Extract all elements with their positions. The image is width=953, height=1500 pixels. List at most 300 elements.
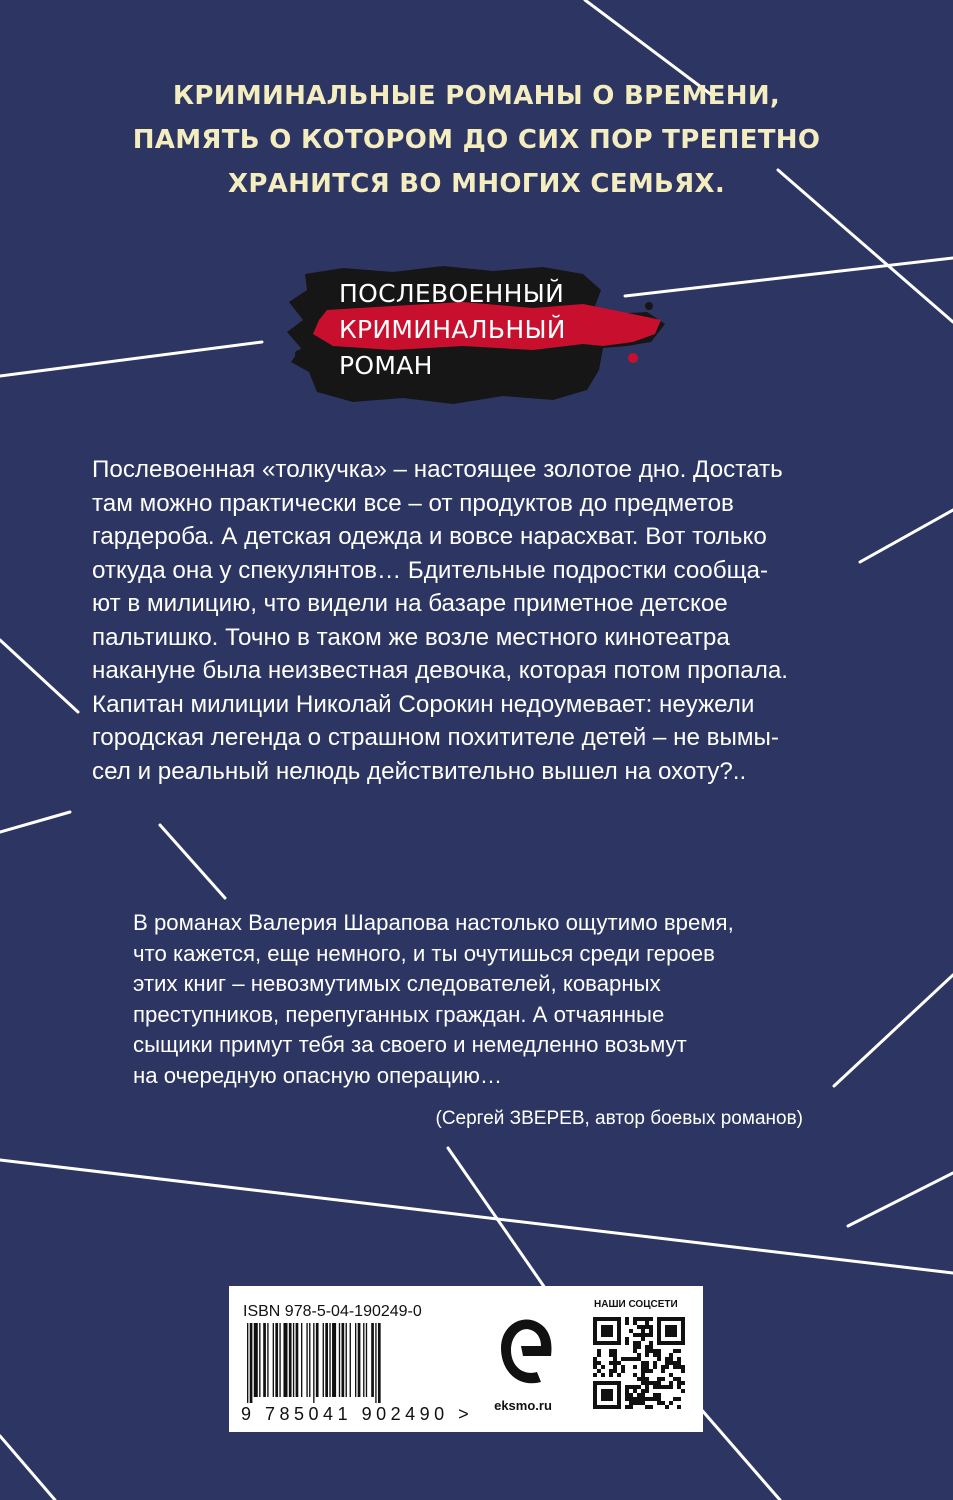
qr-module	[669, 1353, 673, 1357]
qr-module	[617, 1385, 621, 1389]
qr-module	[641, 1317, 645, 1321]
qr-module	[665, 1329, 669, 1333]
qr-module	[593, 1401, 597, 1405]
qr-module	[653, 1385, 657, 1389]
qr-module	[633, 1349, 637, 1353]
qr-module	[605, 1393, 609, 1397]
barcode-bar	[247, 1323, 248, 1403]
qr-module	[645, 1349, 649, 1353]
qr-module	[681, 1369, 685, 1373]
qr-module	[593, 1385, 597, 1389]
qr-module	[633, 1345, 637, 1349]
qr-module	[617, 1333, 621, 1337]
qr-module	[617, 1405, 621, 1409]
qr-module	[645, 1369, 649, 1373]
barcode-bar	[263, 1323, 266, 1397]
qr-module	[673, 1397, 677, 1401]
qr-module	[681, 1317, 685, 1321]
qr-module	[641, 1373, 645, 1377]
barcode-bar	[346, 1323, 347, 1397]
qr-module	[633, 1357, 637, 1361]
qr-module	[657, 1357, 661, 1361]
barcode-bar	[316, 1323, 319, 1397]
qr-module	[613, 1365, 617, 1369]
qr-module	[669, 1401, 673, 1405]
qr-module	[593, 1393, 597, 1397]
qr-module	[653, 1361, 657, 1365]
barcode-bar	[358, 1323, 361, 1397]
qr-code-icon[interactable]	[593, 1317, 685, 1409]
qr-module	[593, 1337, 597, 1341]
barcode-bar	[325, 1323, 328, 1397]
qr-module	[597, 1405, 601, 1409]
qr-module	[633, 1397, 637, 1401]
qr-module	[593, 1397, 597, 1401]
qr-module	[649, 1317, 653, 1321]
qr-module	[677, 1365, 681, 1369]
qr-module	[657, 1353, 661, 1357]
qr-module	[641, 1325, 645, 1329]
barcode-bar	[306, 1323, 307, 1397]
barcode-bar	[283, 1323, 287, 1397]
barcode-bar	[342, 1323, 345, 1397]
qr-module	[593, 1325, 597, 1329]
qr-module	[605, 1341, 609, 1345]
qr-module	[613, 1381, 617, 1385]
barcode-bar	[375, 1323, 376, 1403]
qr-module	[657, 1381, 661, 1385]
qr-module	[645, 1377, 649, 1381]
qr-module	[625, 1337, 629, 1341]
barcode-bar	[267, 1323, 268, 1397]
series-badge	[283, 262, 665, 410]
qr-module	[605, 1397, 609, 1401]
qr-module	[613, 1361, 617, 1365]
qr-module	[613, 1369, 617, 1373]
qr-module	[649, 1341, 653, 1345]
barcode-bar	[329, 1323, 330, 1397]
barcode-bar	[339, 1323, 340, 1397]
qr-module	[649, 1381, 653, 1385]
qr-module	[593, 1333, 597, 1337]
qr-module	[673, 1325, 677, 1329]
qr-module	[649, 1405, 653, 1409]
review-quote	[133, 908, 833, 1091]
qr-module	[633, 1373, 637, 1377]
qr-module	[657, 1397, 661, 1401]
qr-module	[633, 1321, 637, 1325]
qr-module	[629, 1385, 633, 1389]
qr-module	[629, 1329, 633, 1333]
qr-module	[609, 1361, 613, 1365]
qr-module	[633, 1341, 637, 1345]
qr-module	[601, 1329, 605, 1333]
qr-module	[601, 1393, 605, 1397]
qr-module	[657, 1317, 661, 1321]
qr-module	[657, 1333, 661, 1337]
barcode-bar	[293, 1323, 294, 1397]
qr-module	[629, 1405, 633, 1409]
qr-module	[641, 1401, 645, 1405]
qr-module	[669, 1329, 673, 1333]
qr-module	[673, 1329, 677, 1333]
qr-module	[645, 1333, 649, 1337]
qr-module	[597, 1341, 601, 1345]
qr-module	[605, 1389, 609, 1393]
qr-module	[661, 1317, 665, 1321]
qr-module	[681, 1341, 685, 1345]
qr-module	[637, 1385, 641, 1389]
qr-module	[645, 1345, 649, 1349]
qr-module	[617, 1337, 621, 1341]
qr-module	[605, 1333, 609, 1337]
qr-module	[669, 1325, 673, 1329]
qr-module	[665, 1333, 669, 1337]
qr-module	[637, 1357, 641, 1361]
qr-module	[661, 1365, 665, 1369]
qr-module	[681, 1381, 685, 1385]
qr-module	[625, 1393, 629, 1397]
social-label: НАШИ СОЦСЕТИ	[594, 1299, 678, 1310]
qr-module	[661, 1341, 665, 1345]
qr-module	[625, 1405, 629, 1409]
barcode-bar	[350, 1323, 351, 1397]
barcode-bar	[363, 1323, 364, 1397]
qr-module	[597, 1361, 601, 1365]
qr-module	[637, 1393, 641, 1397]
qr-module	[629, 1401, 633, 1405]
qr-module	[653, 1349, 657, 1353]
barcode-bar	[254, 1323, 258, 1397]
qr-module	[681, 1365, 685, 1369]
qr-module	[645, 1325, 649, 1329]
qr-module	[593, 1341, 597, 1345]
qr-module	[669, 1357, 673, 1361]
qr-module	[681, 1321, 685, 1325]
qr-module	[609, 1325, 613, 1329]
qr-module	[617, 1325, 621, 1329]
qr-module	[681, 1325, 685, 1329]
qr-module	[613, 1341, 617, 1345]
barcode-bar	[366, 1323, 367, 1397]
qr-module	[633, 1401, 637, 1405]
qr-module	[641, 1393, 645, 1397]
qr-module	[593, 1365, 597, 1369]
quote-attribution: (Сергей ЗВЕРЕВ, автор боевых романов)	[435, 1108, 803, 1129]
qr-module	[617, 1317, 621, 1321]
qr-module	[645, 1317, 649, 1321]
qr-module	[657, 1401, 661, 1405]
qr-module	[605, 1329, 609, 1333]
qr-module	[669, 1341, 673, 1345]
qr-module	[625, 1317, 629, 1321]
barcode-bar	[301, 1323, 302, 1397]
quote-line: преступников, перепуганных граждан. А отчаянные	[133, 1001, 665, 1027]
qr-module	[617, 1321, 621, 1325]
qr-module	[625, 1341, 629, 1345]
qr-module	[621, 1365, 625, 1369]
annotation-line: гардероба. А детская одежда и вовсе нарасхват. Вот только	[92, 523, 767, 550]
qr-module	[673, 1349, 677, 1353]
qr-module	[629, 1357, 633, 1361]
qr-module	[609, 1397, 613, 1401]
qr-module	[593, 1317, 597, 1321]
qr-module	[637, 1345, 641, 1349]
annotation-line: ют в милицию, что видели на базаре приметное детское	[92, 590, 728, 617]
qr-module	[601, 1365, 605, 1369]
qr-module	[613, 1405, 617, 1409]
qr-module	[617, 1361, 621, 1365]
quote-line: этих книг – невозмутимых следователей, коварных	[133, 971, 661, 996]
annotation-line: пальтишко. Точно в таком же возле местного кинотеатра	[92, 623, 730, 651]
qr-module	[665, 1357, 669, 1361]
qr-module	[665, 1385, 669, 1389]
qr-module	[649, 1397, 653, 1401]
qr-module	[641, 1365, 645, 1369]
qr-module	[641, 1361, 645, 1365]
qr-module	[653, 1393, 657, 1397]
isbn-info-box	[229, 1286, 703, 1432]
qr-module	[669, 1373, 673, 1377]
qr-module	[641, 1397, 645, 1401]
series-line: РОМАН	[339, 351, 433, 380]
qr-module	[601, 1325, 605, 1329]
qr-module	[637, 1397, 641, 1401]
qr-module	[617, 1381, 621, 1385]
barcode-bar	[371, 1323, 374, 1397]
qr-module	[625, 1385, 629, 1389]
qr-module	[601, 1341, 605, 1345]
qr-module	[677, 1397, 681, 1401]
qr-module	[677, 1377, 681, 1381]
qr-module	[641, 1337, 645, 1341]
headline-line: ХРАНИТСЯ ВО МНОГИХ СЕМЬЯХ.	[227, 169, 726, 199]
barcode-bar	[323, 1323, 324, 1397]
headline-line: КРИМИНАЛЬНЫЕ РОМАНЫ О ВРЕМЕНИ,	[172, 81, 781, 111]
annotation-line: Послевоенная «толкучка» – настоящее золотое дно. Достать	[92, 456, 783, 483]
qr-module	[617, 1401, 621, 1405]
annotation-line: там можно практически все – от продуктов до предметов	[92, 489, 734, 517]
barcode-bar	[355, 1323, 356, 1397]
qr-module	[649, 1369, 653, 1373]
qr-module	[673, 1361, 677, 1365]
annotation-line: сел и реальный нелюдь действительно вышел на охоту?..	[92, 757, 747, 785]
barcode-digits: 9 785041 902490 >	[241, 1404, 474, 1424]
qr-module	[641, 1369, 645, 1373]
qr-module	[665, 1365, 669, 1369]
barcode-icon	[245, 1323, 445, 1403]
barcode-bar	[309, 1323, 310, 1397]
barcode-bar	[275, 1323, 278, 1397]
qr-module	[665, 1361, 669, 1365]
qr-module	[657, 1329, 661, 1333]
qr-module	[609, 1373, 613, 1377]
qr-module	[653, 1397, 657, 1401]
qr-module	[613, 1357, 617, 1361]
qr-module	[673, 1365, 677, 1369]
qr-module	[661, 1369, 665, 1373]
qr-module	[613, 1349, 617, 1353]
qr-module	[641, 1389, 645, 1393]
qr-module	[645, 1365, 649, 1369]
qr-module	[657, 1377, 661, 1381]
qr-module	[601, 1381, 605, 1385]
qr-module	[593, 1381, 597, 1385]
barcode-bar	[313, 1323, 314, 1403]
qr-module	[633, 1365, 637, 1369]
qr-module	[661, 1401, 665, 1405]
qr-module	[649, 1333, 653, 1337]
qr-module	[629, 1393, 633, 1397]
qr-module	[645, 1385, 649, 1389]
qr-module	[597, 1381, 601, 1385]
qr-module	[637, 1401, 641, 1405]
quote-line: что кажется, еще немного, и ты очутишься среди героев	[133, 940, 715, 966]
qr-module	[633, 1333, 637, 1337]
qr-module	[593, 1357, 597, 1361]
qr-module	[609, 1381, 613, 1385]
qr-module	[645, 1361, 649, 1365]
headline-line: ПАМЯТЬ О КОТОРОМ ДО СИХ ПОР ТРЕПЕТНО	[132, 125, 821, 155]
qr-module	[677, 1385, 681, 1389]
qr-module	[677, 1349, 681, 1353]
qr-module	[637, 1377, 641, 1381]
qr-module	[665, 1341, 669, 1345]
qr-module	[645, 1389, 649, 1393]
qr-module	[645, 1321, 649, 1325]
qr-module	[657, 1321, 661, 1325]
qr-module	[609, 1341, 613, 1345]
qr-module	[673, 1341, 677, 1345]
qr-module	[593, 1373, 597, 1377]
qr-module	[657, 1349, 661, 1353]
qr-module	[625, 1389, 629, 1393]
qr-module	[633, 1385, 637, 1389]
series-line: ПОСЛЕВОЕННЫЙ	[339, 279, 565, 308]
qr-module	[657, 1341, 661, 1345]
qr-module	[681, 1389, 685, 1393]
qr-module	[677, 1317, 681, 1321]
headline	[0, 74, 953, 206]
qr-module	[669, 1381, 673, 1385]
qr-module	[645, 1353, 649, 1357]
qr-module	[641, 1381, 645, 1385]
qr-module	[641, 1377, 645, 1381]
qr-module	[601, 1405, 605, 1409]
qr-module	[645, 1397, 649, 1401]
qr-module	[633, 1389, 637, 1393]
qr-module	[597, 1353, 601, 1357]
qr-module	[633, 1317, 637, 1321]
qr-module	[637, 1317, 641, 1321]
qr-module	[601, 1317, 605, 1321]
qr-module	[641, 1329, 645, 1333]
qr-module	[637, 1325, 641, 1329]
barcode-bar	[259, 1323, 260, 1397]
barcode-bar	[332, 1323, 336, 1397]
qr-module	[613, 1353, 617, 1357]
qr-module	[649, 1345, 653, 1349]
qr-module	[681, 1337, 685, 1341]
qr-module	[601, 1389, 605, 1393]
qr-module	[625, 1357, 629, 1361]
qr-module	[649, 1325, 653, 1329]
qr-module	[637, 1341, 641, 1345]
qr-module	[645, 1381, 649, 1385]
qr-module	[645, 1405, 649, 1409]
qr-module	[609, 1369, 613, 1373]
qr-module	[677, 1361, 681, 1365]
quote-line: сыщики примут тебя за своего и немедленно возьмут	[133, 1032, 687, 1057]
qr-module	[593, 1361, 597, 1365]
annotation-line: накануне была неизвестная девочка, которая потом пропала.	[92, 657, 789, 684]
qr-module	[677, 1381, 681, 1385]
qr-module	[629, 1397, 633, 1401]
qr-module	[593, 1329, 597, 1333]
qr-module	[649, 1349, 653, 1353]
isbn-label: ISBN 978-5-04-190249-0	[243, 1303, 422, 1320]
qr-module	[665, 1325, 669, 1329]
qr-module	[617, 1373, 621, 1377]
qr-module	[601, 1397, 605, 1401]
eksmo-logo-icon	[497, 1316, 553, 1390]
qr-module	[593, 1321, 597, 1325]
series-line: КРИМИНАЛЬНЫЙ	[339, 315, 566, 344]
qr-module	[617, 1389, 621, 1393]
qr-module	[653, 1381, 657, 1385]
qr-module	[657, 1385, 661, 1389]
qr-module	[673, 1317, 677, 1321]
qr-module	[609, 1393, 613, 1397]
qr-module	[673, 1377, 677, 1381]
quote-line: на очередную опасную операцию…	[133, 1062, 503, 1088]
qr-module	[669, 1317, 673, 1321]
publisher-site[interactable]: eksmo.ru	[494, 1398, 552, 1413]
qr-module	[657, 1325, 661, 1329]
barcode-bar	[250, 1323, 253, 1403]
qr-module	[605, 1317, 609, 1321]
qr-module	[677, 1405, 681, 1409]
qr-module	[661, 1385, 665, 1389]
qr-module	[669, 1385, 673, 1389]
qr-module	[677, 1341, 681, 1345]
qr-module	[669, 1361, 673, 1365]
qr-module	[601, 1333, 605, 1337]
qr-module	[609, 1349, 613, 1353]
qr-module	[661, 1377, 665, 1381]
qr-module	[641, 1333, 645, 1337]
qr-module	[597, 1369, 601, 1373]
qr-module	[601, 1373, 605, 1377]
qr-module	[617, 1341, 621, 1345]
barcode-bar	[279, 1323, 280, 1397]
qr-module	[637, 1353, 641, 1357]
qr-module	[593, 1405, 597, 1409]
qr-module	[677, 1357, 681, 1361]
qr-module	[609, 1329, 613, 1333]
qr-module	[653, 1353, 657, 1357]
qr-module	[617, 1393, 621, 1397]
qr-module	[665, 1405, 669, 1409]
qr-module	[609, 1317, 613, 1321]
qr-module	[657, 1393, 661, 1397]
qr-module	[597, 1317, 601, 1321]
qr-module	[605, 1325, 609, 1329]
qr-module	[625, 1397, 629, 1401]
barcode-bar	[296, 1323, 299, 1397]
barcode-bar	[273, 1323, 274, 1397]
barcode-bar	[289, 1323, 292, 1397]
